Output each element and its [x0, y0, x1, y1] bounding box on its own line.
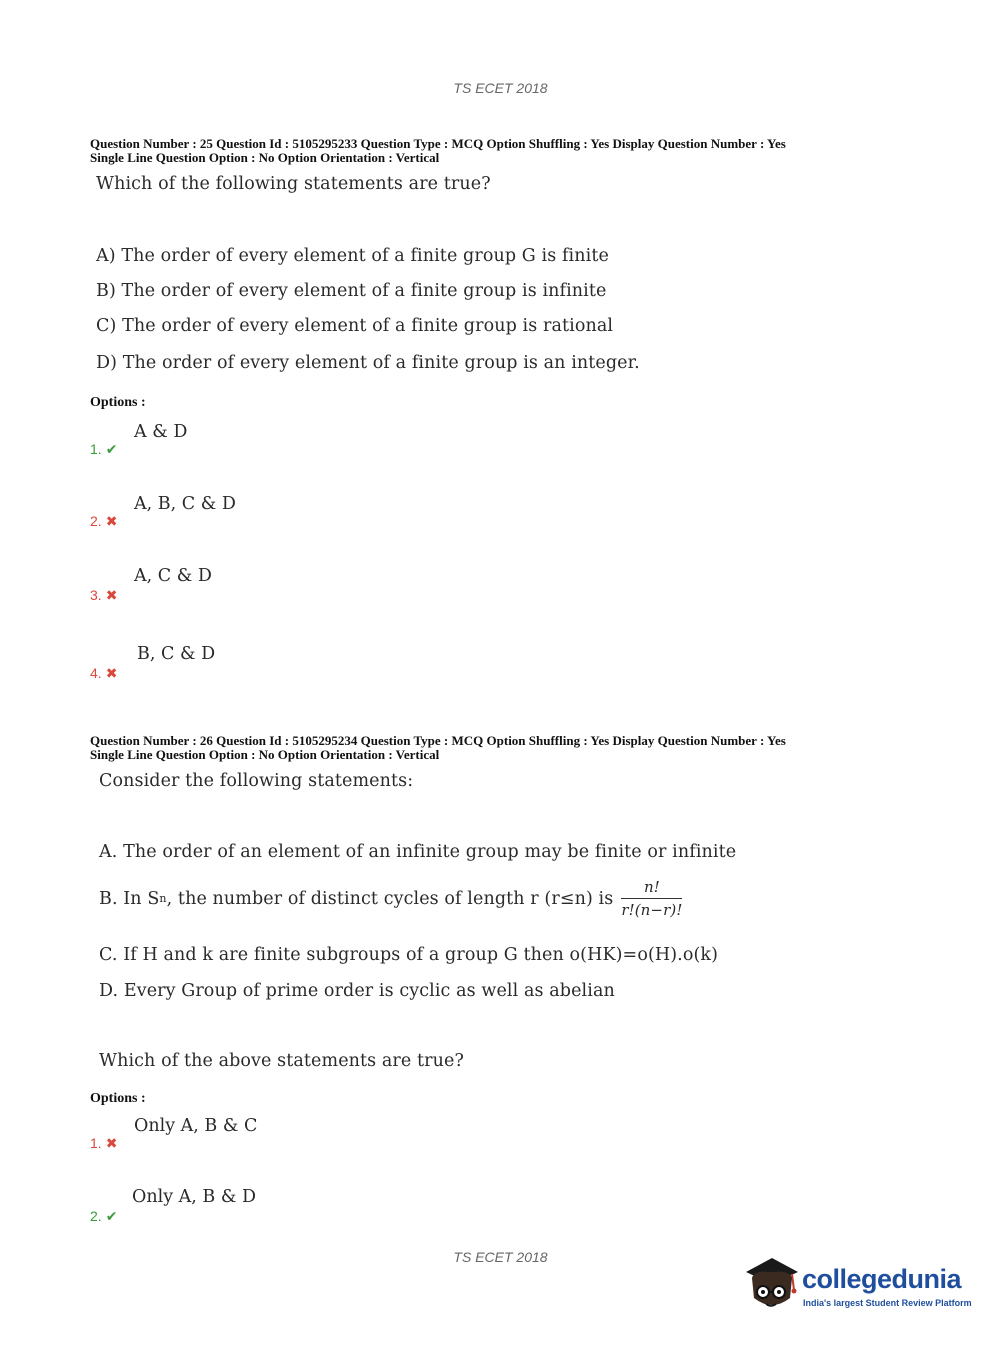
combination-fraction: $\frac{n!}{r!(n-r)!}$ — [621, 878, 683, 919]
option-number: 2. ✖ — [90, 513, 118, 530]
page-footer: TS ECET 2018 — [453, 1249, 548, 1265]
meta-line-1: Question Number : 25 Question Id : 5105295233 Question Type : MCQ Option Shuffling : Yes Display Question Number : Yes — [90, 136, 786, 151]
statement-a: A. The order of an element of an infinite group may be finite or infinite — [99, 842, 737, 862]
meta-line-1: Question Number : 26 Question Id : 5105295234 Question Type : MCQ Option Shuffling : Yes Display Question Number : Yes — [90, 733, 786, 748]
option-text: A & D — [134, 422, 188, 442]
options-label: Options : — [90, 1091, 146, 1106]
statement-c: C) The order of every element of a finite group is rational — [96, 316, 614, 336]
cross-icon: ✖ — [105, 1136, 118, 1152]
statement-d: D. Every Group of prime order is cyclic as well as abelian — [99, 981, 615, 1001]
option-number: 1. ✔ — [90, 441, 118, 458]
question-26-question: Which of the above statements are true? — [99, 1051, 464, 1071]
option-number: 2. ✔ — [90, 1208, 118, 1225]
brand-tagline: India's largest Student Review Platform — [803, 1298, 972, 1308]
cross-icon: ✖ — [105, 666, 118, 682]
option-number: 3. ✖ — [90, 587, 118, 604]
option-text: Only A, B & D — [132, 1187, 257, 1207]
check-icon: ✔ — [105, 1209, 118, 1225]
option-number: 1. ✖ — [90, 1135, 118, 1152]
option-text: A, B, C & D — [134, 494, 236, 514]
statement-d: D) The order of every element of a finite group is an integer. — [96, 353, 640, 373]
question-25-prompt: Which of the following statements are true? — [96, 174, 491, 194]
check-icon: ✔ — [105, 442, 118, 458]
options-label: Options : — [90, 395, 146, 410]
page-header: TS ECET 2018 — [453, 80, 548, 96]
option-number: 4. ✖ — [90, 665, 118, 682]
brand-name: collegedunia — [802, 1264, 962, 1294]
option-text: B, C & D — [137, 644, 216, 664]
statement-b: B. In S n , the number of distinct cycles of length r (r≤n) is $\frac{n!}{r!(n-r)!}$ — [99, 878, 683, 919]
meta-line-2: Single Line Question Option : No Option Orientation : Vertical — [90, 150, 440, 165]
collegedunia-logo — [742, 1250, 972, 1320]
cross-icon: ✖ — [105, 588, 118, 604]
question-26-prompt: Consider the following statements: — [99, 771, 414, 791]
question-26-meta — [90, 734, 910, 762]
option-text: Only A, B & C — [134, 1116, 258, 1136]
question-25-meta — [90, 137, 910, 165]
mascot-icon — [742, 1250, 802, 1320]
statement-c: C. If H and k are finite subgroups of a group G then o(HK)=o(H).o(k) — [99, 945, 719, 965]
statement-a: A) The order of every element of a finite group G is finite — [96, 246, 609, 266]
statement-b: B) The order of every element of a finite group is infinite — [96, 281, 607, 301]
meta-line-2: Single Line Question Option : No Option Orientation : Vertical — [90, 747, 440, 762]
option-text: A, C & D — [134, 566, 212, 586]
cross-icon: ✖ — [105, 514, 118, 530]
